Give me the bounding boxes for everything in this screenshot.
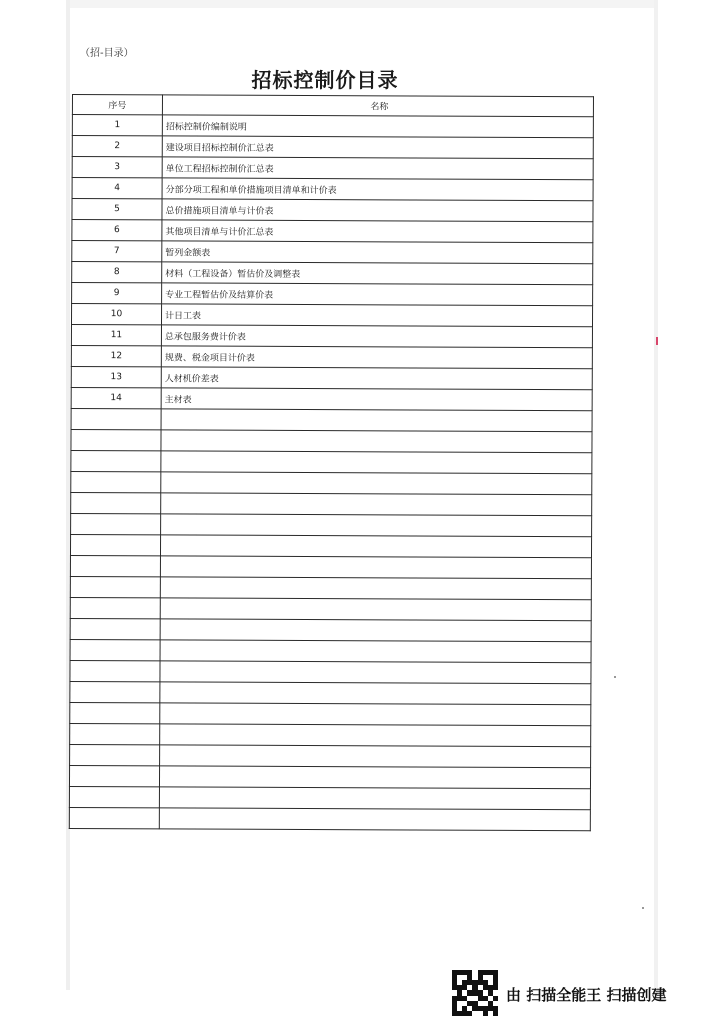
empty-cell xyxy=(159,766,590,789)
table-row xyxy=(72,157,593,180)
empty-cell xyxy=(159,787,590,810)
empty-cell xyxy=(160,745,591,768)
table-header-row xyxy=(72,95,593,117)
row-number: 2 xyxy=(72,136,162,157)
empty-table-row xyxy=(71,513,592,536)
row-name: 主材表 xyxy=(161,388,592,411)
row-name: 材料（工程设备）暂估价及调整表 xyxy=(162,262,593,285)
row-name: 专业工程暂估价及结算价表 xyxy=(162,283,593,306)
scan-edge-right xyxy=(654,0,658,990)
scanner-watermark: 由 扫描全能王 扫描创建 xyxy=(506,986,667,1004)
row-name: 暂列金额表 xyxy=(162,241,593,264)
table-body xyxy=(69,115,593,831)
empty-cell xyxy=(70,597,160,618)
row-name: 总承包服务费计价表 xyxy=(161,325,592,348)
empty-cell xyxy=(70,660,160,681)
empty-cell xyxy=(70,702,160,723)
row-number: 13 xyxy=(71,366,161,387)
empty-cell xyxy=(160,577,591,600)
empty-cell xyxy=(161,493,592,516)
empty-table-row xyxy=(70,597,591,620)
row-number: 6 xyxy=(72,220,162,241)
empty-cell xyxy=(71,408,161,429)
empty-cell xyxy=(70,576,160,597)
row-number: 11 xyxy=(71,325,161,346)
empty-cell xyxy=(71,450,161,471)
table-row xyxy=(72,220,593,243)
empty-cell xyxy=(160,640,591,663)
empty-table-row xyxy=(70,660,591,683)
empty-cell xyxy=(70,618,160,639)
empty-table-row xyxy=(71,429,592,452)
empty-cell xyxy=(160,682,591,705)
empty-table-row xyxy=(70,681,591,704)
table-row xyxy=(72,199,593,222)
empty-cell xyxy=(161,514,592,537)
table-row xyxy=(71,304,592,327)
empty-cell xyxy=(161,451,592,474)
empty-table-row xyxy=(70,555,591,578)
row-name: 分部分项工程和单价措施项目清单和计价表 xyxy=(162,178,593,201)
empty-cell xyxy=(160,619,591,642)
empty-table-row xyxy=(71,492,592,515)
empty-cell xyxy=(70,723,160,744)
empty-table-row xyxy=(69,786,590,809)
empty-cell xyxy=(159,808,590,831)
scan-speck xyxy=(642,907,644,909)
empty-cell xyxy=(161,409,592,432)
row-name: 人材机价差表 xyxy=(161,367,592,390)
row-number: 7 xyxy=(72,241,162,262)
empty-cell xyxy=(160,724,591,747)
empty-table-row xyxy=(70,744,591,767)
table-row xyxy=(72,115,593,138)
row-name: 计日工表 xyxy=(161,304,592,327)
empty-cell xyxy=(71,492,161,513)
row-number: 3 xyxy=(72,157,162,178)
row-name: 招标控制价编制说明 xyxy=(162,115,593,138)
row-name: 总价措施项目清单与计价表 xyxy=(162,199,593,222)
empty-cell xyxy=(160,661,591,684)
table-row xyxy=(72,283,593,306)
empty-table-row xyxy=(70,534,591,557)
empty-cell xyxy=(70,639,160,660)
row-name: 建设项目招标控制价汇总表 xyxy=(162,136,593,159)
empty-cell xyxy=(70,555,160,576)
empty-cell xyxy=(70,681,160,702)
empty-cell xyxy=(69,786,159,807)
row-number: 12 xyxy=(71,345,161,366)
table-row xyxy=(72,136,593,159)
empty-cell xyxy=(161,472,592,495)
row-number: 4 xyxy=(72,178,162,199)
empty-cell xyxy=(71,513,161,534)
red-ink-mark xyxy=(656,337,658,345)
table-row xyxy=(72,241,593,264)
empty-table-row xyxy=(69,765,590,788)
table-row xyxy=(71,387,592,410)
empty-table-row xyxy=(70,618,591,641)
row-number: 9 xyxy=(72,283,162,304)
page-title: 招标控制价目录 xyxy=(251,68,399,92)
row-number: 8 xyxy=(72,262,162,283)
row-number: 1 xyxy=(72,115,162,136)
empty-cell xyxy=(71,471,161,492)
row-name: 其他项目清单与计价汇总表 xyxy=(162,220,593,243)
empty-cell xyxy=(161,430,592,453)
empty-table-row xyxy=(69,807,590,830)
table-row xyxy=(71,345,592,368)
row-name: 规费、税金项目计价表 xyxy=(161,346,592,369)
table-row xyxy=(71,325,592,348)
empty-cell xyxy=(160,535,591,558)
empty-cell xyxy=(69,807,159,828)
empty-table-row xyxy=(70,576,591,599)
empty-cell xyxy=(70,744,160,765)
empty-cell xyxy=(70,534,160,555)
empty-cell xyxy=(160,703,591,726)
row-number: 14 xyxy=(71,387,161,408)
scan-edge-top xyxy=(66,0,658,8)
column-header-name: 名称 xyxy=(162,95,593,117)
page-code: （招-目录） xyxy=(80,48,134,59)
empty-cell xyxy=(69,765,159,786)
qr-code-icon xyxy=(452,970,498,1016)
empty-table-row xyxy=(70,639,591,662)
empty-table-row xyxy=(71,450,592,473)
table-row xyxy=(72,178,593,201)
empty-table-row xyxy=(70,723,591,746)
row-number: 10 xyxy=(71,304,161,325)
empty-cell xyxy=(160,598,591,621)
column-header-no: 序号 xyxy=(72,95,162,115)
contents-table xyxy=(69,94,594,831)
row-name: 单位工程招标控制价汇总表 xyxy=(162,157,593,180)
empty-cell xyxy=(160,556,591,579)
empty-cell xyxy=(71,429,161,450)
empty-table-row xyxy=(71,408,592,431)
row-number: 5 xyxy=(72,199,162,220)
table-row xyxy=(71,366,592,389)
table-row xyxy=(72,262,593,285)
empty-table-row xyxy=(70,702,591,725)
scan-speck xyxy=(614,676,616,678)
empty-table-row xyxy=(71,471,592,494)
